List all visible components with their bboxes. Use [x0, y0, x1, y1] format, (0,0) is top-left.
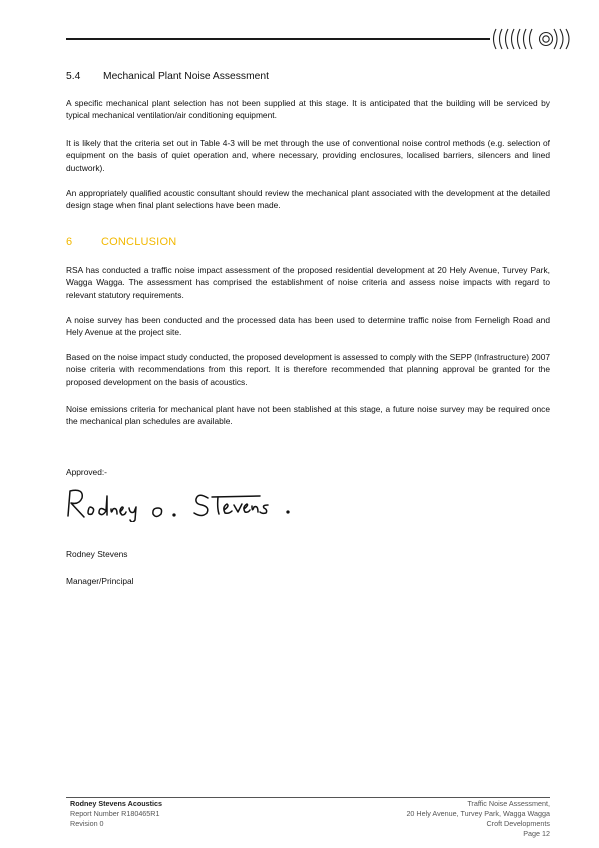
paragraph: Based on the noise impact study conducted, the proposed development is assessed to comply with the SEPP (Infrastructure) 2007 noise criteria with recommendations from this report. It is therefore recommended that planning approval be granted for the proposed development on the basis of acoustics. [66, 352, 551, 387]
footer-report-number: Report Number R180465R1 [70, 809, 160, 818]
concentric-arcs-logo-icon [488, 26, 574, 52]
footer-left [70, 799, 162, 829]
paragraph: An appropriately qualified acoustic consultant should review the mechanical plant associated with the development at the detailed design stage when final plant selections have been made. [66, 188, 550, 211]
section-number: 5.4 [66, 71, 81, 82]
paragraph: It is likely that the criteria set out in Table 4-3 will be met through the use of conventional noise control methods (e.g. selection of equipment on the basis of quiet operation and, where necessary, providing enclosures, localised barriers, silencers and lined ductwork). [66, 138, 550, 173]
section-heading-conclusion [66, 236, 176, 248]
footer-site-address: 20 Hely Avenue, Turvey Park, Wagga Wagga [406, 809, 550, 818]
paragraph: Noise emissions criteria for mechanical plant have not been stablished at this stage, a future noise survey may be required once the mechanical plan schedules are available. [66, 404, 550, 427]
signer-title: Manager/Principal [66, 576, 134, 586]
paragraph: RSA has conducted a traffic noise impact assessment of the proposed residential development at 20 Hely Avenue, Turvey Park, Wagga Wagga. The assessment has comprised the establishment of noise criteria and assess noise impacts with regard to relevant statutory requirements. [66, 265, 550, 300]
footer-doc-title: Traffic Noise Assessment, [467, 799, 550, 808]
approved-label: Approved:- [66, 467, 107, 477]
paragraph: A specific mechanical plant selection has not been supplied at this stage. It is anticipated that the building will be serviced by typical mechanical ventilation/air conditioning equipment. [66, 98, 550, 121]
footer-rule [66, 797, 550, 798]
header-rule [66, 38, 490, 40]
signer-name: Rodney Stevens [66, 549, 128, 559]
footer-page-number: Page 12 [523, 829, 550, 838]
footer-client: Croft Developments [486, 819, 550, 828]
paragraph: A noise survey has been conducted and the processed data has been used to determine traffic noise from Ferneligh Road and Hely Avenue at the project site. [66, 315, 550, 338]
footer-right [406, 799, 550, 839]
footer-revision: Revision 0 [70, 819, 104, 828]
section-number: 6 [66, 236, 73, 248]
section-title: CONCLUSION [101, 236, 177, 248]
section-heading-5-4 [66, 71, 269, 82]
section-title: Mechanical Plant Noise Assessment [103, 71, 269, 82]
handwritten-signature [62, 486, 302, 522]
footer-company: Rodney Stevens Acoustics [70, 799, 163, 808]
